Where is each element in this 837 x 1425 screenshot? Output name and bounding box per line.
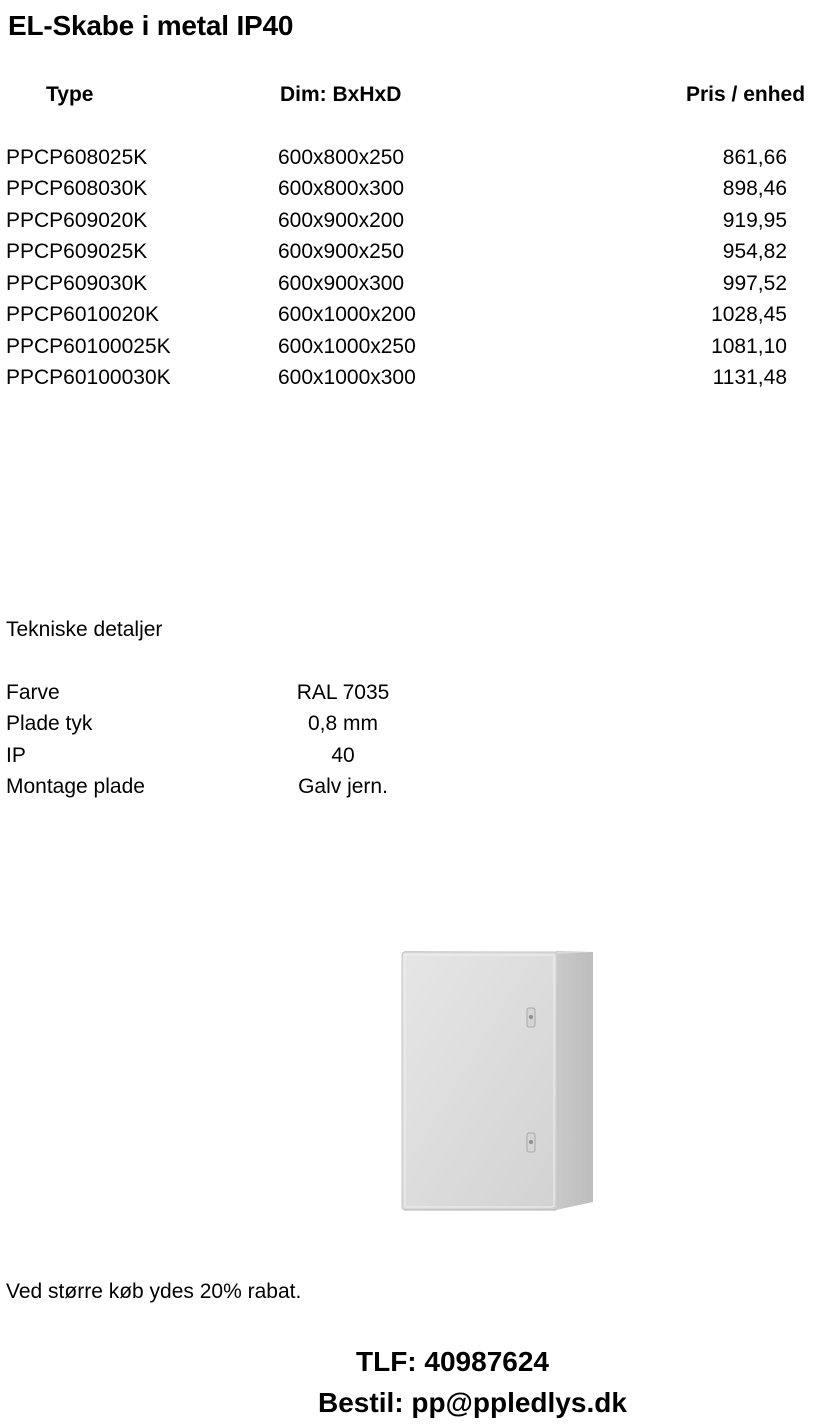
cell-price: 861,66 <box>722 146 787 169</box>
table-row <box>0 303 837 334</box>
cell-dimensions: 600x900x300 <box>278 272 405 295</box>
table-row <box>0 146 837 177</box>
spec-label: Plade tyk <box>6 712 93 735</box>
cell-type: PPCP60100025K <box>6 335 171 358</box>
spec-value: Galv jern. <box>298 775 388 798</box>
cell-dimensions: 600x1000x300 <box>278 366 416 389</box>
spec-row <box>0 744 837 775</box>
column-header-type: Type <box>46 83 94 106</box>
cell-type: PPCP608025K <box>6 146 148 169</box>
spec-row <box>0 712 837 743</box>
table-row <box>0 240 837 271</box>
spec-label: Montage plade <box>6 775 145 798</box>
technical-details-heading: Tekniske detaljer <box>6 618 163 641</box>
cell-dimensions: 600x1000x200 <box>278 303 416 326</box>
cell-dimensions: 600x900x250 <box>278 240 405 263</box>
spec-value: 0,8 mm <box>307 712 379 735</box>
cell-type: PPCP6010020K <box>6 303 159 326</box>
page-title: EL-Skabe i metal IP40 <box>8 10 294 41</box>
discount-note: Ved større køb ydes 20% rabat. <box>6 1280 302 1303</box>
cell-dimensions: 600x900x200 <box>278 209 405 232</box>
cell-price: 898,46 <box>722 177 787 200</box>
cell-type: PPCP609025K <box>6 240 148 263</box>
cell-price: 1028,45 <box>711 303 787 326</box>
cell-type: PPCP608030K <box>6 177 148 200</box>
cell-type: PPCP609030K <box>6 272 148 295</box>
cell-dimensions: 600x800x250 <box>278 146 405 169</box>
phone-text: TLF: 40987624 <box>356 1346 549 1377</box>
spec-row <box>0 681 837 712</box>
spec-label: IP <box>6 744 26 767</box>
spec-row <box>0 775 837 806</box>
table-row <box>0 177 837 208</box>
cell-price: 954,82 <box>722 240 787 263</box>
cell-price: 919,95 <box>722 209 787 232</box>
cell-price: 1131,48 <box>712 366 787 389</box>
table-row <box>0 366 837 397</box>
cell-type: PPCP609020K <box>6 209 148 232</box>
column-header-price: Pris / enhed <box>686 83 806 106</box>
cell-type: PPCP60100030K <box>6 366 171 389</box>
spec-value: RAL 7035 <box>296 681 390 704</box>
table-row <box>0 209 837 240</box>
cell-price: 1081,10 <box>711 335 787 358</box>
cell-dimensions: 600x800x300 <box>278 177 405 200</box>
spec-label: Farve <box>6 681 60 704</box>
order-email-text: Bestil: pp@ppledlys.dk <box>318 1387 627 1418</box>
cell-price: 997,52 <box>722 272 787 295</box>
table-row <box>0 335 837 366</box>
cell-dimensions: 600x1000x250 <box>278 335 416 358</box>
spec-value: 40 <box>331 744 355 767</box>
column-header-dimensions: Dim: BxHxD <box>280 83 402 106</box>
table-row <box>0 272 837 303</box>
product-image-cabinet <box>392 940 602 1220</box>
